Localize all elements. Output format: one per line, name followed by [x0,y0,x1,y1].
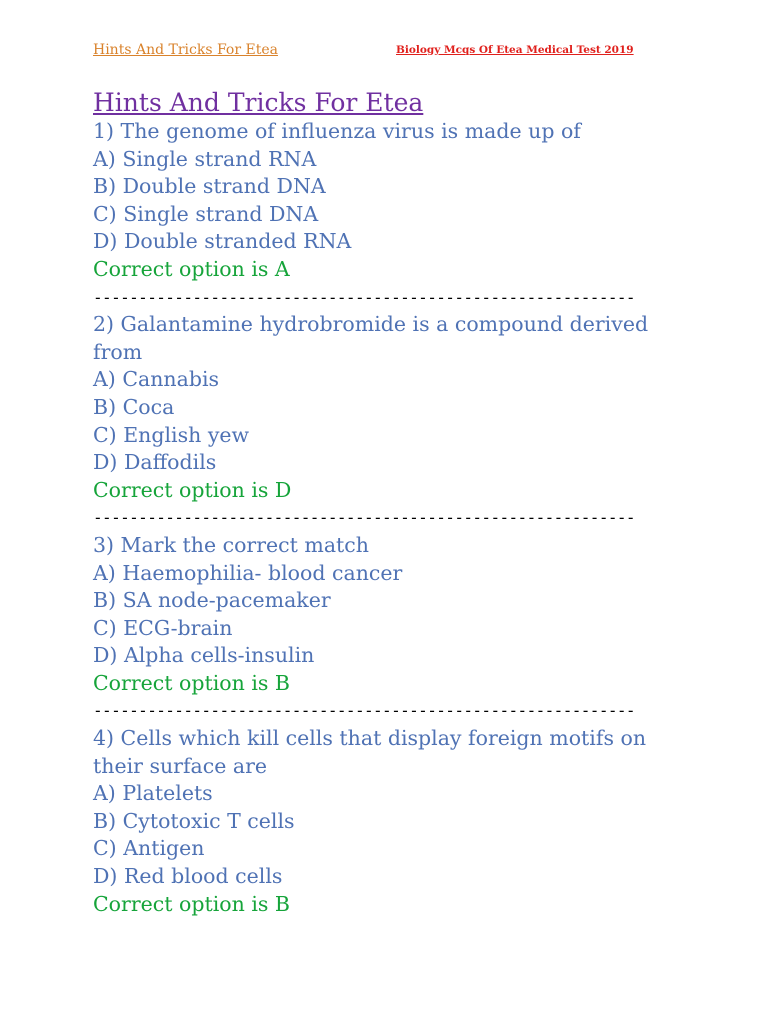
document-body [93,88,673,918]
option-d: D) Daffodils [93,450,217,475]
option-b: B) Cytotoxic T cells [93,808,295,833]
header-right-text: Biology Mcqs Of Etea Medical Test 2019 [396,44,634,56]
option-d: D) Red blood cells [93,864,283,889]
option-c: C) Single strand DNA [93,201,319,226]
page-header [93,42,653,62]
option-c: C) English yew [93,422,250,447]
question-text: 1) The genome of influenza virus is made up of [93,119,581,143]
correct-answer: Correct option is B [93,891,290,916]
header-left-text: Hints And Tricks For Etea [93,42,278,58]
option-b: B) Coca [93,394,175,419]
option-a: A) Single strand RNA [93,146,317,171]
option-c: C) Antigen [93,836,205,861]
option-d: D) Double stranded RNA [93,229,352,254]
option-d: D) Alpha cells-insulin [93,643,315,668]
option-b: B) SA node-pacemaker [93,588,331,613]
correct-answer: Correct option is A [93,256,290,281]
correct-answer: Correct option is D [93,477,292,502]
question-text: 4) Cells which kill cells that display foreign motifs on their surface are [93,726,647,778]
option-b: B) Double strand DNA [93,174,326,199]
document-title: Hints And Tricks For Etea [93,88,424,117]
separator-line: ------------------------------------------------------------ [93,508,635,528]
question-block-2 [93,311,673,504]
correct-answer: Correct option is B [93,670,290,695]
option-c: C) ECG-brain [93,615,233,640]
option-a: A) Cannabis [93,367,220,392]
question-text: 2) Galantamine hydrobromide is a compound derived from [93,312,649,364]
separator-line: ------------------------------------------------------------ [93,287,635,307]
question-block-1 [93,118,673,284]
question-block-4 [93,725,673,918]
question-block-3 [93,532,673,698]
question-text: 3) Mark the correct match [93,532,369,557]
option-a: A) Haemophilia- blood cancer [93,560,403,585]
separator-line: ------------------------------------------------------------ [93,701,635,721]
option-a: A) Platelets [93,781,213,806]
